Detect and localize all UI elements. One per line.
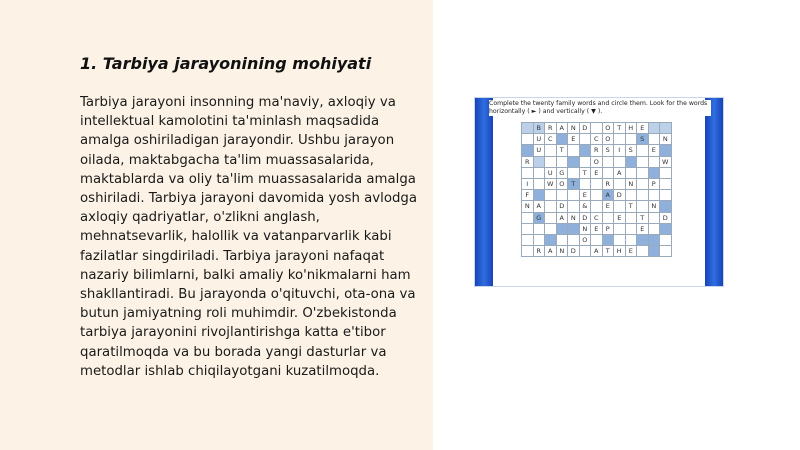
puzzle-right-border (705, 98, 723, 286)
grid-cell: G (557, 168, 569, 179)
section-heading: 1. Tarbiya jarayonining mohiyati (80, 54, 372, 73)
grid-cell: O (580, 235, 592, 246)
grid-cell: T (557, 145, 569, 156)
grid-cell: G (534, 213, 546, 224)
grid-cell: T (637, 213, 649, 224)
grid-cell: W (660, 157, 672, 168)
grid-cell (591, 201, 603, 212)
grid-cell: R (603, 179, 615, 190)
grid-cell (660, 168, 672, 179)
grid-cell: O (603, 134, 615, 145)
grid-cell: E (637, 123, 649, 134)
grid-cell (637, 168, 649, 179)
grid-cell: U (534, 134, 546, 145)
grid-cell: R (522, 157, 534, 168)
grid-cell: E (614, 213, 626, 224)
grid-cell (557, 157, 569, 168)
grid-cell (568, 224, 580, 235)
grid-cell: A (534, 201, 546, 212)
grid-cell (545, 201, 557, 212)
grid-cell (660, 246, 672, 257)
grid-cell (522, 235, 534, 246)
puzzle-grid (521, 122, 672, 257)
grid-cell (649, 246, 661, 257)
grid-cell (614, 134, 626, 145)
grid-cell (660, 224, 672, 235)
grid-cell (649, 168, 661, 179)
grid-cell: C (591, 134, 603, 145)
grid-cell (649, 213, 661, 224)
grid-cell: E (568, 134, 580, 145)
grid-cell: N (580, 224, 592, 235)
grid-cell (568, 157, 580, 168)
grid-cell (522, 224, 534, 235)
grid-cell (568, 201, 580, 212)
grid-cell (534, 179, 546, 190)
grid-cell: A (557, 123, 569, 134)
grid-cell: N (557, 246, 569, 257)
body-paragraph: Tarbiya jarayoni insonning ma'naviy, axloqiy va intellektual kamolotini ta'minlash maqsadida amalga oshiriladigan jarayondir. Ushbu jarayon oilada, maktabgacha ta'lim muassasalarida, maktablarda va oliy ta'lim muassasalarida amalga oshiriladi. Tarbiya jarayoni davomida yosh avlodga axloqiy qadriyatlar, o'zlikni anglash, mehnatsevarlik, halollik va vatanparvarlik kabi fazilatlar singdiriladi. Tarbiya jarayoni nafaqat nazariy bilimlarni, balki amaliy ko'nikmalarni ham shakllantiradi. Bu jarayonda o'qituvchi, ota-ona va butun jamiyatning roli muhimdir. O'zbekistonda tarbiya jarayonini rivojlantirishga katta e'tibor qaratilmoqda va bu borada yangi dasturlar va metodlar ishlab chiqilayotgani kuzatilmoqda. (80, 95, 418, 379)
grid-cell: R (591, 145, 603, 156)
grid-cell (591, 179, 603, 190)
grid-cell (534, 224, 546, 235)
grid-cell: R (534, 246, 546, 257)
grid-cell (591, 190, 603, 201)
grid-cell: R (545, 123, 557, 134)
grid-cell (545, 157, 557, 168)
grid-cell (557, 224, 569, 235)
grid-cell (637, 246, 649, 257)
grid-cell (626, 134, 638, 145)
grid-cell: E (626, 246, 638, 257)
grid-cell: S (603, 145, 615, 156)
grid-cell (591, 123, 603, 134)
grid-cell (649, 157, 661, 168)
grid-cell: U (534, 145, 546, 156)
grid-cell (603, 235, 615, 246)
grid-cell (649, 235, 661, 246)
grid-cell: N (568, 123, 580, 134)
grid-cell (522, 213, 534, 224)
grid-cell: W (545, 179, 557, 190)
grid-cell (522, 134, 534, 145)
grid-cell: I (614, 145, 626, 156)
grid-cell: S (626, 145, 638, 156)
grid-cell (626, 213, 638, 224)
grid-cell (568, 145, 580, 156)
puzzle-instruction: Complete the twenty family words and circle them. Look for the words horizontally ( ► ) and vertically ( ▼ ). (489, 100, 711, 116)
grid-cell (557, 190, 569, 201)
grid-cell: E (580, 190, 592, 201)
grid-cell: N (660, 134, 672, 145)
grid-cell (580, 179, 592, 190)
grid-cell (545, 213, 557, 224)
grid-cell (603, 168, 615, 179)
grid-cell: P (603, 224, 615, 235)
grid-cell (637, 145, 649, 156)
grid-cell (626, 224, 638, 235)
grid-cell: D (580, 213, 592, 224)
grid-cell (580, 246, 592, 257)
grid-cell: T (614, 123, 626, 134)
grid-cell: H (614, 246, 626, 257)
puzzle-left-border (475, 98, 493, 286)
grid-cell (545, 145, 557, 156)
grid-cell (568, 168, 580, 179)
grid-cell (637, 190, 649, 201)
grid-cell: N (568, 213, 580, 224)
grid-cell (649, 123, 661, 134)
grid-cell (660, 235, 672, 246)
word-search-image (474, 97, 724, 287)
grid-cell: D (557, 201, 569, 212)
grid-cell (545, 235, 557, 246)
grid-cell: E (603, 201, 615, 212)
grid-cell: C (545, 134, 557, 145)
grid-cell (660, 201, 672, 212)
grid-cell: A (545, 246, 557, 257)
grid-cell (637, 201, 649, 212)
grid-cell: A (591, 246, 603, 257)
grid-cell: C (591, 213, 603, 224)
grid-cell: E (649, 145, 661, 156)
grid-cell: O (603, 123, 615, 134)
grid-cell (660, 123, 672, 134)
grid-cell: & (580, 201, 592, 212)
grid-cell (534, 168, 546, 179)
grid-cell: N (626, 179, 638, 190)
grid-cell: N (522, 201, 534, 212)
grid-cell (534, 190, 546, 201)
grid-cell: E (637, 224, 649, 235)
grid-cell (649, 134, 661, 145)
grid-cell (649, 224, 661, 235)
grid-cell (649, 190, 661, 201)
grid-cell (660, 179, 672, 190)
grid-cell (545, 190, 557, 201)
grid-cell: B (534, 123, 546, 134)
grid-cell (626, 168, 638, 179)
grid-cell (591, 235, 603, 246)
grid-cell: T (626, 201, 638, 212)
grid-cell: E (591, 224, 603, 235)
grid-cell: A (614, 168, 626, 179)
grid-cell (557, 235, 569, 246)
grid-cell (626, 190, 638, 201)
grid-cell (614, 179, 626, 190)
grid-cell (580, 134, 592, 145)
grid-cell: T (603, 246, 615, 257)
grid-cell (614, 224, 626, 235)
grid-cell (637, 235, 649, 246)
grid-cell (603, 213, 615, 224)
grid-cell: A (603, 190, 615, 201)
grid-cell (614, 157, 626, 168)
grid-cell (568, 235, 580, 246)
grid-cell (580, 157, 592, 168)
grid-cell (637, 179, 649, 190)
grid-cell (522, 145, 534, 156)
grid-cell: D (614, 190, 626, 201)
grid-cell: P (649, 179, 661, 190)
grid-cell (522, 168, 534, 179)
grid-cell: U (545, 168, 557, 179)
grid-cell: I (522, 179, 534, 190)
grid-cell (534, 157, 546, 168)
grid-cell (580, 145, 592, 156)
grid-cell: A (557, 213, 569, 224)
grid-cell (626, 235, 638, 246)
grid-cell (534, 235, 546, 246)
grid-cell: F (522, 190, 534, 201)
grid-cell: D (568, 246, 580, 257)
grid-cell: O (557, 179, 569, 190)
grid-cell (626, 157, 638, 168)
grid-cell: T (568, 179, 580, 190)
grid-cell (522, 246, 534, 257)
grid-cell (545, 224, 557, 235)
grid-cell (603, 157, 615, 168)
grid-cell (660, 145, 672, 156)
grid-cell: T (580, 168, 592, 179)
grid-cell (660, 190, 672, 201)
grid-cell: S (637, 134, 649, 145)
grid-cell (614, 235, 626, 246)
grid-cell (568, 190, 580, 201)
grid-cell: H (626, 123, 638, 134)
grid-cell: D (660, 213, 672, 224)
grid-cell (614, 201, 626, 212)
grid-cell: D (580, 123, 592, 134)
grid-cell: E (591, 168, 603, 179)
grid-cell (637, 157, 649, 168)
grid-cell: N (649, 201, 661, 212)
grid-cell: O (591, 157, 603, 168)
grid-cell (557, 134, 569, 145)
grid-cell (522, 123, 534, 134)
